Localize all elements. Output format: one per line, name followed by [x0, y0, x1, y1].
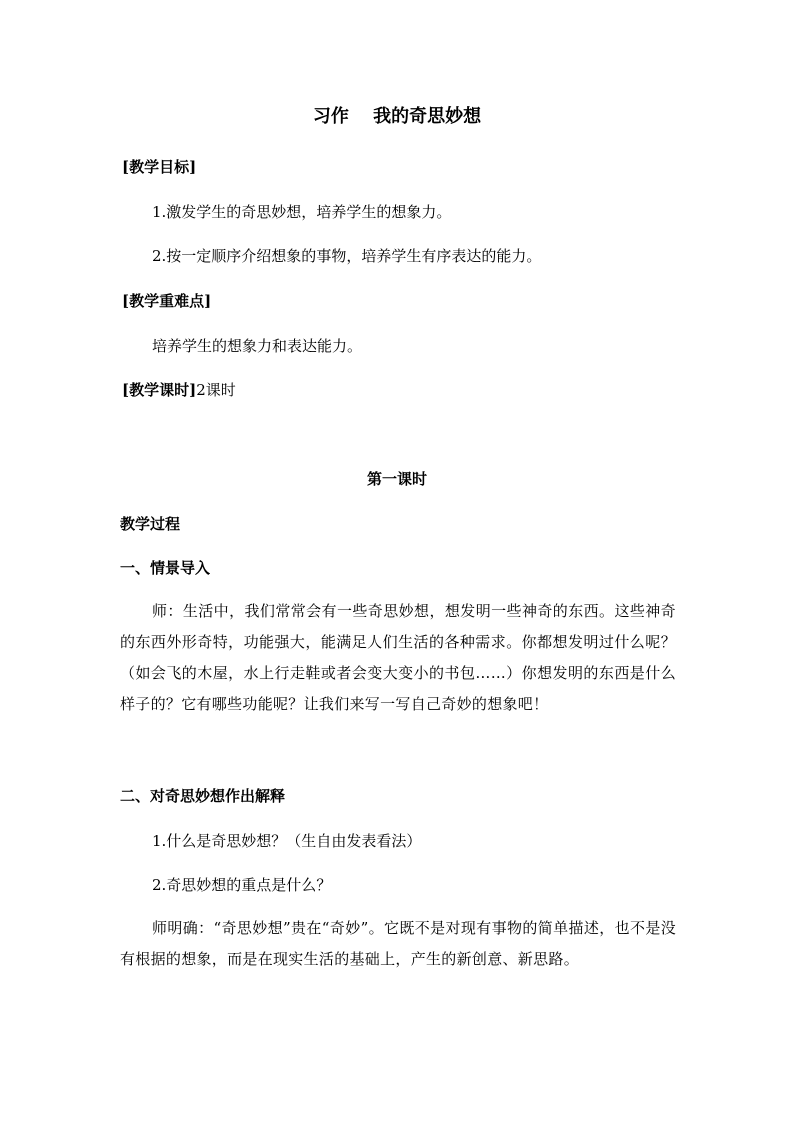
section2-question-1: 1.什么是奇思妙想？（生自由发表看法）: [152, 832, 422, 850]
class-hours-heading: [教学课时]: [122, 381, 197, 399]
objective-item-1: 1.激发学生的奇思妙想，培养学生的想象力。: [152, 203, 452, 221]
objective-item-2: 2.按一定顺序介绍想象的事物，培养学生有序表达的能力。: [152, 247, 542, 265]
section1-heading: 一、情景导入: [120, 559, 211, 577]
objectives-heading: [教学目标]: [122, 158, 197, 176]
document-title: 习作 我的奇思妙想: [312, 106, 482, 127]
class-hours-value: 2课时: [196, 381, 236, 399]
process-heading: 教学过程: [120, 515, 181, 533]
key-points-heading: [教学重难点]: [122, 292, 212, 310]
class-hours: [122, 380, 236, 400]
section1-paragraph: 师：生活中，我们常常会有一些奇思妙想，想发明一些神奇的东西。这些神奇的东西外形奇特，功能强大，能满足人们生活的各种需求。你都想发明过什么呢？（如会飞的木屋，水上行走鞋或者会变大变小的书包……）你想发明的东西是什么样子的？它有哪些功能呢？让我们来写一写自己奇妙的想象吧！: [120, 602, 676, 713]
section2-question-2: 2.奇思妙想的重点是什么？: [152, 876, 332, 894]
section2-heading: 二、对奇思妙想作出解释: [120, 787, 286, 805]
key-points-text: 培养学生的想象力和表达能力。: [152, 337, 363, 355]
lesson-title: 第一课时: [366, 470, 427, 488]
section2-paragraph: 师明确：“奇思妙想”贵在“奇妙”。它既不是对现有事物的简单描述，也不是没有根据的想象，而是在现实生活的基础上，产生的新创意、新思路。: [120, 919, 676, 968]
